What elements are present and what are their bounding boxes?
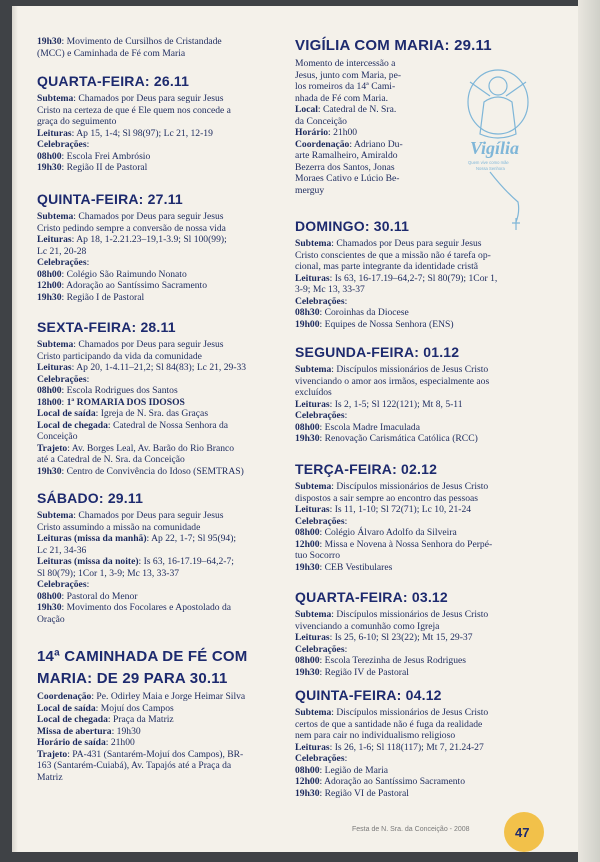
text-line: Local de saída: Igreja de N. Sra. das Graças [37,408,209,419]
text-line: Leituras (missa da noite): Is 63, 16-17.19–64,2-7; [37,556,234,567]
page-number-badge [504,812,544,852]
section-body [37,510,289,625]
text-line: Cristo conscientes de que a missão não é tarefa op- [295,249,491,261]
section-caminhada [37,647,289,783]
text-line: Sl 80(79); 1Cor 1, 3-9; Mc 13, 33-37 [37,567,180,579]
section-body [295,707,560,799]
text-line: Celebrações: [295,515,348,527]
text-line: Celebrações: [37,257,90,268]
text-line: Local de chegada: Praça da Matriz [37,714,174,725]
section-body [295,238,560,330]
section-terca-02 [295,461,560,573]
section-body [37,93,289,174]
cross-icon [512,218,520,230]
section-heading: SEGUNDA-FEIRA: 01.12 [295,344,460,360]
text-line: Celebrações: [37,373,90,385]
section-body [295,364,560,445]
section-body [37,211,289,303]
wing-icon [470,82,526,96]
page-edge [578,0,600,862]
section-heading: MARIA: DE 29 PARA 30.11 [37,670,228,687]
section-heading: QUARTA-FEIRA: 26.11 [37,73,190,89]
text-line: tuo Socorro [295,550,341,561]
section-body [295,481,560,573]
logo-subtitle: Quem vive como mãe [468,160,509,165]
text-line: Leituras (missa da manhã): Ap 22, 1-7; Sl 95(94); [37,533,237,544]
text-line: dispostos a sair sempre ao encontro das pessoas [295,492,479,504]
text-line: Momento de intercessão a [295,58,396,69]
vigilia-logo [460,62,540,232]
text-line: Trajeto: PA-431 (Santarém-Mojuí dos Campos), BR- [37,748,244,760]
section-quarta-03 [295,589,560,678]
section-body [37,691,289,783]
text-line: 163 (Santarém-Cuiabá), Av. Tapajós até a Praça da [37,760,232,771]
text-line: 08h00: Legião de Maria [295,764,388,776]
text-line: 19h30: Região II de Pastoral [37,162,148,173]
text-line: 19h30: Renovação Carismática Católica (RCC) [295,433,478,444]
section-quinta-04 [295,687,560,799]
text-line: 19h30: Movimento de Cursilhos de Cristandade [37,36,222,47]
text-line: Matriz [37,771,63,783]
section-sexta-28 [37,319,289,477]
text-line: Celebrações: [295,295,348,307]
text-line: 08h00: Escola Rodrigues dos Santos [37,385,178,396]
text-line: Trajeto: Av. Borges Leal, Av. Barão do Rio Branco [37,442,235,454]
text-line: 12h00: Adoração ao Santíssimo Sacramento [37,280,208,291]
text-line: Leituras: Is 25, 6-10; Sl 23(22); Mt 15, 29-37 [295,632,473,643]
text-line: 12h00: Adoração ao Santíssimo Sacramento [295,776,466,787]
text-line: até a Catedral de N. Sra. da Conceição [37,454,185,465]
text-line: nhada de Fé com Maria. [295,92,388,104]
text-line: Lc 21, 34-36 [37,544,87,556]
rosary-icon [490,172,519,222]
text-line: Jesus, junto com Maria, pe- [295,69,402,81]
section-segunda-01 [295,344,560,445]
text-line: excluídos [295,387,332,398]
head-icon [489,77,507,95]
text-line: Oração [37,613,65,625]
section-heading: VIGÍLIA COM MARIA: 29.11 [295,37,492,54]
text-line: merguy [295,184,325,196]
text-line: arte Ramalheiro, Amiraldo [295,150,398,161]
text-line: Subtema: Discípulos missionários de Jesus Cristo [295,481,489,492]
text-line: Cristo pedindo sempre a conversão de nossa vida [37,222,226,234]
text-line: vivenciando o amor aos irmãos, especialmente aos [295,375,490,387]
section-heading: QUINTA-FEIRA: 04.12 [295,687,442,703]
section-heading: QUINTA-FEIRA: 27.11 [37,191,183,207]
text-line: 08h00: Colégio Álvaro Adolfo da Silveira [295,527,457,538]
text-line: 19h30: Região IV de Pastoral [295,666,409,678]
text-line: Cristo na certeza de que é Ele quem nos concede a [37,104,231,116]
section-heading: SÁBADO: 29.11 [37,490,144,506]
text-line: 19h30: Movimento dos Focolares e Apostolado da [37,602,232,613]
page-number: 47 [515,825,530,840]
intro-block [37,36,289,59]
text-line: da Conceição [295,115,347,127]
section-body [295,609,560,678]
text-line: 08h00: Escola Terezinha de Jesus Rodrigues [295,655,467,666]
text-line: 19h30: Centro de Convivência do Idoso (SEMTRAS) [37,465,244,477]
text-line: Leituras: Ap 15, 1-4; Sl 98(97); Lc 21, 12-19 [37,127,213,139]
text-line: Celebrações: [37,579,90,590]
document-page [12,6,579,852]
text-line: Cristo assumindo a missão na comunidade [37,521,201,533]
text-line: Subtema: Chamados por Deus para seguir Jesus [295,238,482,249]
text-line: Lc 21, 20-28 [37,245,87,257]
text-line: Subtema: Discípulos missionários de Jesus Cristo [295,364,489,375]
text-line: 19h00: Equipes de Nossa Senhora (ENS) [295,318,454,330]
text-line: Leituras: Is 2, 1-5; Sl 122(121); Mt 8, 5-11 [295,398,463,410]
text-line: los romeiros da 14ª Cami- [295,81,396,92]
section-sabado-29 [37,490,289,625]
section-heading: DOMINGO: 30.11 [295,218,410,234]
text-line: Subtema: Chamados por Deus para seguir Jesus [37,339,224,350]
text-line: Leituras: Is 11, 1-10; Sl 72(71); Lc 10, 21-24 [295,504,472,515]
text-line: Leituras: Is 63, 16-17.19–64,2-7; Sl 80(79); 1Cor 1, [295,272,498,284]
text-line: Subtema: Discípulos missionários de Jesus Cristo [295,707,489,718]
text-line: Celebrações: [295,410,348,421]
text-line: 08h00: Colégio São Raimundo Nonato [37,268,187,280]
text-line: 08h30: Coroinhas da Diocese [295,307,409,318]
text-line: 19h30: Região VI de Pastoral [295,787,409,799]
text-line: 18h00: 1ª ROMARIA DOS IDOSOS [37,396,185,408]
section-heading: TERÇA-FEIRA: 02.12 [295,461,438,477]
text-line: graça do seguimento [37,116,117,127]
text-line: Moraes Cativo e Lúcio Be- [295,173,400,184]
text-line: Bezerra dos Santos, Jonas [295,161,395,173]
text-line: certos de que a santidade não é fuga da realidade [295,718,483,730]
text-line: Coordenação: Adriano Du- [295,138,403,150]
text-line: Coordenação: Pe. Odirley Maia e Jorge Heimar Silva [37,691,246,702]
text-line: nem para cair no individualismo religioso [295,730,456,741]
figure-icon [480,97,516,138]
text-line: Local de saída: Mojuí dos Campos [37,702,174,714]
text-line: 08h00: Escola Madre Imaculada [295,421,420,433]
text-line: Celebrações: [295,643,348,655]
text-line: 19h30: Região I de Pastoral [37,291,145,303]
text-line: vivenciando a comunhão como Igreja [295,620,440,632]
text-line: 12h00: Missa e Novena à Nossa Senhora do Perpé- [295,538,493,550]
text-line: Leituras: Is 26, 1-6; Sl 118(117); Mt 7, 21.24-27 [295,741,484,753]
logo-word: Vigília [470,138,520,158]
text-line: Leituras: Ap 20, 1-4.11–21,2; Sl 84(83); Lc 21, 29-33 [37,362,247,373]
text-line: Subtema: Chamados por Deus para seguir Jesus [37,211,224,222]
page-footer: Festa de N. Sra. da Conceição - 2008 [352,826,470,833]
text-line: Subtema: Chamados por Deus para seguir Jesus [37,510,224,521]
text-line: Subtema: Discípulos missionários de Jesus Cristo [295,609,489,620]
text-line: cional, mas parte integrante da identidade cristã [295,261,479,272]
section-heading: QUARTA-FEIRA: 03.12 [295,589,448,605]
text-line: Subtema: Chamados por Deus para seguir Jesus [37,93,224,104]
text-line: Local: Catedral de N. Sra. [295,104,397,115]
text-line: Celebrações: [37,139,90,150]
text-line: Cristo participando da vida da comunidade [37,350,202,362]
text-line: 3-9; Mc 13, 33-37 [295,284,365,295]
text-line: Conceição [37,431,78,442]
section-body [37,339,289,477]
text-line: Celebrações: [295,753,348,764]
section-domingo-30 [295,218,560,330]
text-line: Horário de saída: 21h00 [37,737,135,748]
logo-subtitle: Nossa Senhora [476,166,505,171]
section-quinta-27 [37,191,289,303]
text-line: 08h00: Pastoral do Menor [37,590,138,602]
section-heading: 14ª CAMINHADA DE FÉ COM [37,648,248,665]
text-line: Missa de abertura: 19h30 [37,725,141,737]
text-line: Horário: 21h00 [295,127,358,138]
text-line: Leituras: Ap 18, 1-2.21.23–19,1-3.9; Sl 100(99); [37,234,227,245]
text-line: 08h00: Escola Frei Ambrósio [37,150,151,162]
section-heading: SEXTA-FEIRA: 28.11 [37,319,176,335]
section-quarta-26 [37,73,289,174]
text-line: Local de chegada: Catedral de Nossa Senhora da [37,419,229,431]
text-line: (MCC) e Caminhada de Fé com Maria [37,47,186,59]
text-line: 19h30: CEB Vestibulares [295,561,393,573]
halo-icon [468,70,528,134]
